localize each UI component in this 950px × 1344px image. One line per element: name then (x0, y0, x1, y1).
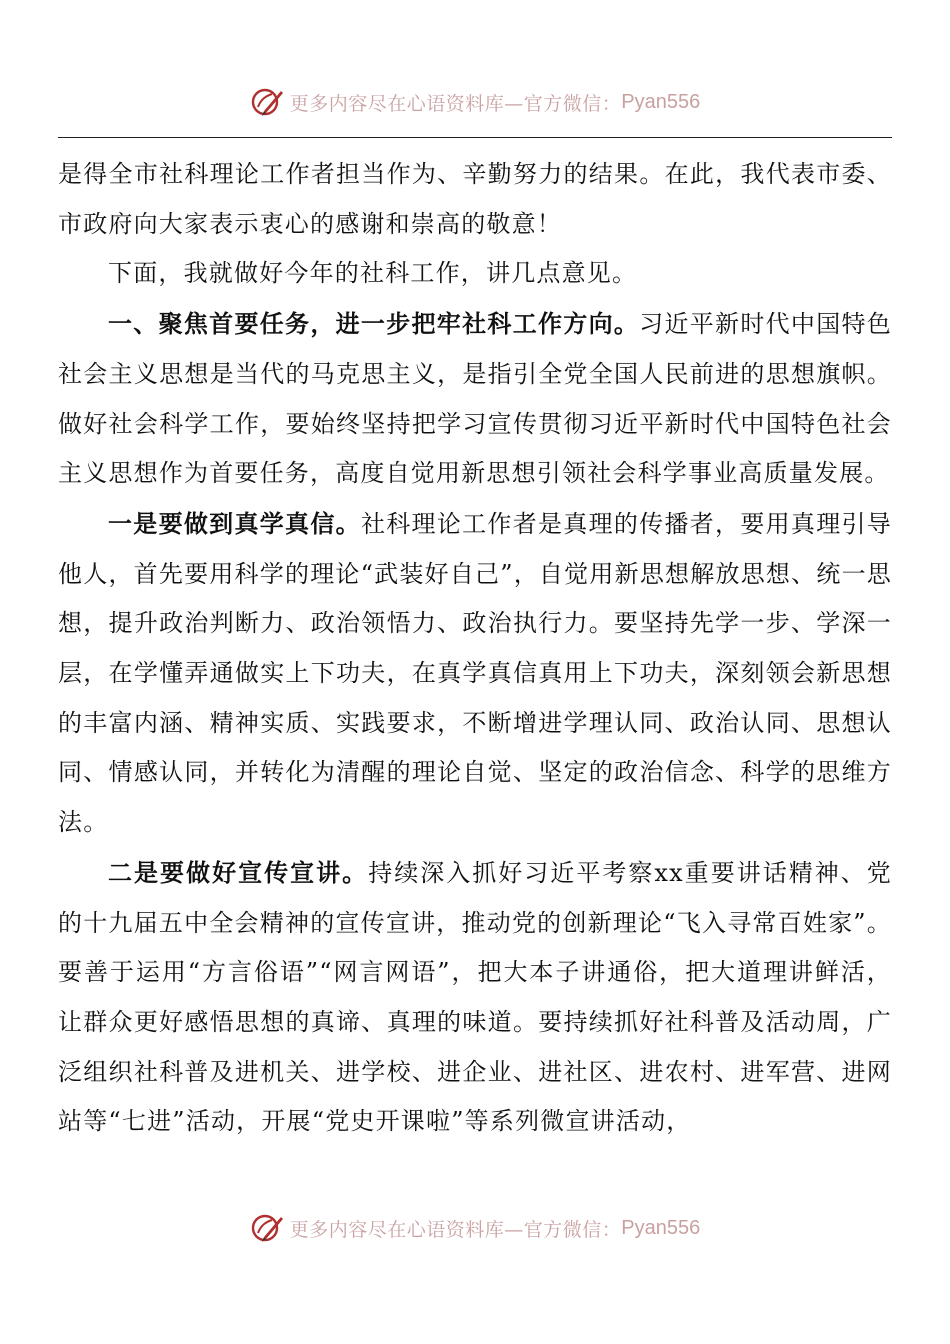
watermark-wechat-id: Pyan556 (621, 1216, 701, 1239)
paragraph-text: 下面，我就做好今年的社科工作，讲几点意见。 (108, 259, 638, 288)
paragraph-point-two (58, 848, 892, 1147)
point-heading: 二是要做好宣传宣讲。 (108, 857, 369, 887)
paragraph-text: 是得全市社科理论工作者担当作为、辛勤努力的结果。在此，我代表市委、市政府向大家表示衷心的感谢和崇高的敬意！ (58, 160, 892, 238)
watermark-wechat-id: Pyan556 (621, 90, 701, 113)
header-divider (58, 137, 892, 138)
paragraph-point-one (58, 499, 892, 848)
paragraph-continuation (58, 150, 892, 249)
section-heading: 一、聚焦首要任务，进一步把牢社科工作方向。 (108, 309, 640, 339)
paragraph-text: 社科理论工作者是真理的传播者，要用真理引导他人，首先要用科学的理论“武装好自己”，自觉用新思想解放思想、统一思想，提升政治判断力、政治领悟力、政治执行力。要坚持先学一步、学深一层，在学懂弄通做实上下功夫，在真学真信真用上下功夫，深刻领会新思想的丰富内涵、精神实质、实践要求，不断增进学理认同、政治认同、思想认同、情感认同，并转化为清醒的理论自觉、坚定的政治信念、科学的思维方法。 (58, 509, 893, 837)
paragraph-intro (58, 249, 892, 299)
header-watermark (0, 82, 950, 122)
document-body (58, 150, 892, 1147)
point-heading: 一是要做到真学真信。 (108, 508, 361, 538)
paragraph-text: 习近平新时代中国特色社会主义思想是当代的马克思主义，是指引全党全国人民前进的思想旗帜。做好社会科学工作，要始终坚持把学习宣传贯彻习近平新时代中国特色社会主义思想作为首要任务，高度自觉用新思想引领社会科学事业高质量发展。 (58, 310, 892, 488)
watermark-text: 更多内容尽在心语资料库—官方微信： (289, 1218, 622, 1241)
watermark-text: 更多内容尽在心语资料库—官方微信： (289, 92, 622, 115)
pen-logo-icon (250, 1211, 284, 1245)
paragraph-text: 持续深入抓好习近平考察xx重要讲话精神、党的十九届五中全会精神的宣传宣讲，推动党的创新理论“飞入寻常百姓家”。要善于运用“方言俗语”“网言网语”，把大本子讲通俗，把大道理讲鲜活，让群众更好感悟思想的真谛、真理的味道。要持续抓好社科普及活动周，广泛组织社科普及进机关、进学校、进企业、进社区、进农村、进军营、进网站等“七进”活动，开展“党史开课啦”等系列微宣讲活动， (58, 858, 892, 1136)
footer-watermark (0, 1208, 950, 1248)
pen-logo-icon (250, 85, 284, 119)
paragraph-section-one (58, 299, 892, 499)
